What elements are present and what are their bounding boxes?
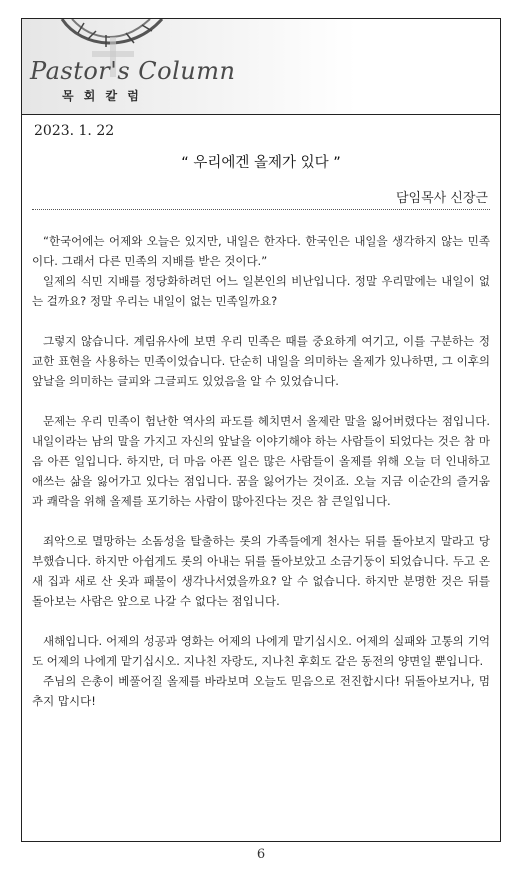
- column-frame: [21, 18, 501, 842]
- paragraph: 죄악으로 멸망하는 소돔성을 탈출하는 롯의 가족들에게 천사는 뒤를 돌아보지 말라고 당부했습니다. 하지만 아쉽게도 롯의 아내는 뒤를 돌아보았고 소금기둥이 되었습니다. 두고 온 새 집과 새로 산 옷과 패물이 생각나서였을까요? 알 수 없습니다. 하지만 분명한 것은 뒤를 돌아보는 사람은 앞으로 나갈 수 없다는 점입니다.: [32, 534, 490, 608]
- article-body: [32, 231, 490, 711]
- banner-subtitle: 목 회 칼 럼: [62, 89, 142, 103]
- paragraph: 주님의 은총이 베풀어질 올제를 바라보며 오늘도 믿음으로 전진합시다! 뒤돌아보거나, 멈추지 맙시다!: [32, 674, 490, 708]
- paragraph: “한국어에는 어제와 오늘은 있지만, 내일은 한자다. 한국인은 내일을 생각하지 않는 민족이다. 그래서 다른 민족의 지배를 받은 것이다.”: [32, 234, 490, 268]
- paragraph: 새해입니다. 어제의 성공과 영화는 어제의 나에게 맡기십시오. 어제의 실패와 고통의 기억도 어제의 나에게 맡기십시오. 지나친 자랑도, 지나친 후회도 같은 동전의 양면일 뿐입니다.: [32, 634, 490, 668]
- article-title: “ 우리에겐 올제가 있다 ”: [181, 155, 341, 171]
- dotted-divider: [32, 209, 490, 210]
- paragraph: 그렇지 않습니다. 계림유사에 보면 우리 민족은 때를 중요하게 여기고, 이를 구분하는 정교한 표현을 사용하는 민족이었습니다. 단순히 내일을 의미하는 올제가 있나하면, 그 이후의 앞날을 의미하는 글피와 그글피도 있었음을 알 수 있었습니다.: [32, 334, 490, 388]
- article-author: 담임목사 신장근: [395, 191, 488, 206]
- column-banner: [22, 19, 500, 115]
- page-number: 6: [256, 847, 266, 862]
- banner-title: Pastor's Column: [30, 57, 236, 85]
- paragraph: 문제는 우리 민족이 험난한 역사의 파도를 헤치면서 올제란 말을 잃어버렸다는 점입니다. 내일이라는 남의 말을 가지고 자신의 앞날을 이야기해야 하는 사람들이 되었다는 것은 참 마음 아픈 일입니다. 하지만, 더 마음 아픈 일은 많은 사람들이 올제를 위해 오늘 더 인내하고 애쓰는 삶을 잃어가고 있다는 점입니다. 꿈을 잃어가는 것이죠. 오늘 지금 이순간의 즐거움과 쾌락을 위해 올제를 포기하는 사람이 많아진다는 것은 참 큰일입니다.: [32, 414, 490, 508]
- article-date: 2023. 1. 22: [34, 123, 115, 139]
- paragraph: 일제의 식민 지배를 정당화하려던 어느 일본인의 비난입니다. 정말 우리말에는 내일이 없는 걸까요? 정말 우리는 내일이 없는 민족일까요?: [32, 274, 490, 308]
